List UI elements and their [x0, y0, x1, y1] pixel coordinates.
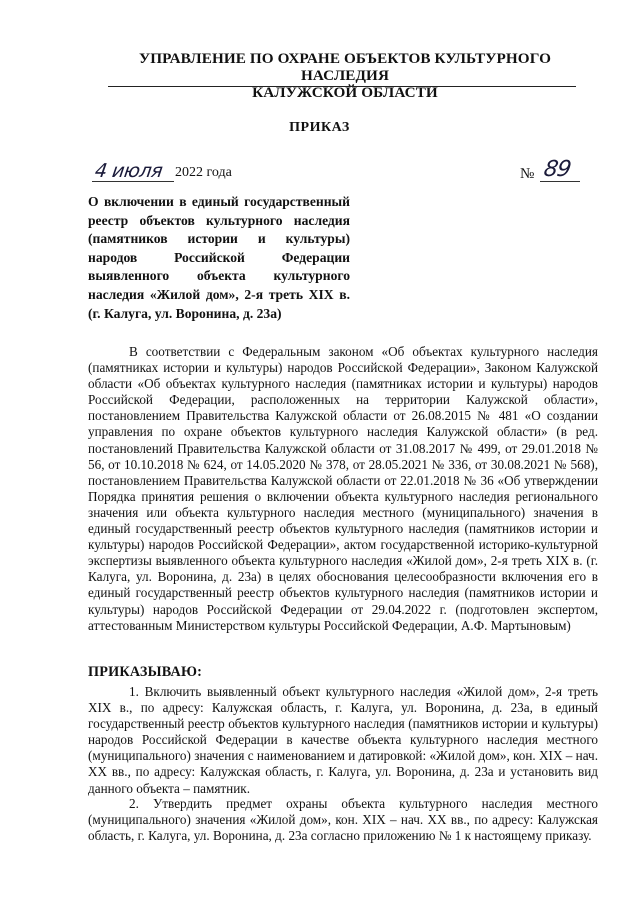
date-underline: [92, 181, 174, 182]
order-item: 2. Утвердить предмет охраны объекта культурного наследия местного (муниципального) значения «Жилой дом», кон. XIX – нач. XX вв., по адресу: Калужская область, г. Калуга, ул. Воронина, д. 23а согласно приложению № 1 к настоящему приказу.: [88, 796, 598, 844]
organization-name-line1: УПРАВЛЕНИЕ ПО ОХРАНЕ ОБЪЕКТОВ КУЛЬТУРНОГО НАСЛЕДИЯ: [138, 50, 552, 84]
header-rule: [108, 86, 576, 87]
organization-name-line2: КАЛУЖСКОЙ ОБЛАСТИ: [252, 84, 438, 101]
order-directive-word: ПРИКАЗЫВАЮ:: [88, 664, 203, 680]
preamble-paragraph: В соответствии с Федеральным законом «Об объектах культурного наследия (памятниках истории и культуры) народов Российской Федерации», Законом Калужской области «Об объектах культурного наследия (памятниках истории и культуры) народов Российской Федерации, расположенных на территории Калужской области», постановлением Правительства Калужской области от 26.08.2015 № 481 «О создании управления по охране объектов культурного наследия Калужской области» (в ред. постановлений Правительства Калужской области от 31.08.2017 № 499, от 29.01.2018 № 56, от 10.10.2018 № 624, от 14.05.2020 № 378, от 28.05.2021 № 336, от 30.08.2021 № 568), постановлением Правительства Калужской области от 22.01.2018 № 36 «Об утверждении Порядка принятия решения о включении объекта культурного наследия регионального значения или объекта культурного наследия местного (муниципального) значения в единый государственный реестр объектов культурного наследия (памятников истории и культуры) народов Российской Федерации», актом государственной историко-культурной экспертизы выявленного объекта культурного наследия «Жилой дом», 2-я треть XIX в. (г. Калуга, ул. Воронина, д. 23а) в целях обоснования целесообразности включения его в единый государственный реестр объектов культурного наследия (памятников истории и культуры) народов Российской Федерации от 29.04.2022 г. (подготовлен экспертом, аттестованным Министерством культуры Российской Федерации, А.Ф. Мартыновым): [88, 344, 598, 633]
order-number: [520, 157, 600, 188]
order-subject: О включении в единый государственный реестр объектов культурного наследия (памятников истории и культуры) народов Российской Федерации выявленного объекта культурного наследия «Жилой дом», 2-я треть XIX в. (г. Калуга, ул. Воронина, д. 23а): [88, 194, 350, 321]
handwritten-date: 4 июля: [93, 160, 164, 182]
number-underline: [540, 181, 580, 182]
handwritten-number: 89: [541, 157, 573, 182]
order-item: 1. Включить выявленный объект культурного наследия «Жилой дом», 2-я треть XIX в., по адресу: Калужская область, г. Калуга, ул. Воронина, д. 23а, в единый государственный реестр объектов культурного наследия (памятников истории и культуры) народов Российской Федерации в качестве объекта культурного наследия местного (муниципального) значения с наименованием и датировкой: «Жилой дом», кон. XIX – нач. XX вв., по адресу: Калужская область, г. Калуга, ул. Воронина, д. 23а и установить вид данного объекта – памятник.: [88, 684, 598, 796]
number-sign: №: [520, 166, 535, 182]
document-title: ПРИКАЗ: [289, 120, 350, 135]
date-year: 2022 года: [175, 165, 232, 180]
organization-header: [100, 50, 590, 101]
